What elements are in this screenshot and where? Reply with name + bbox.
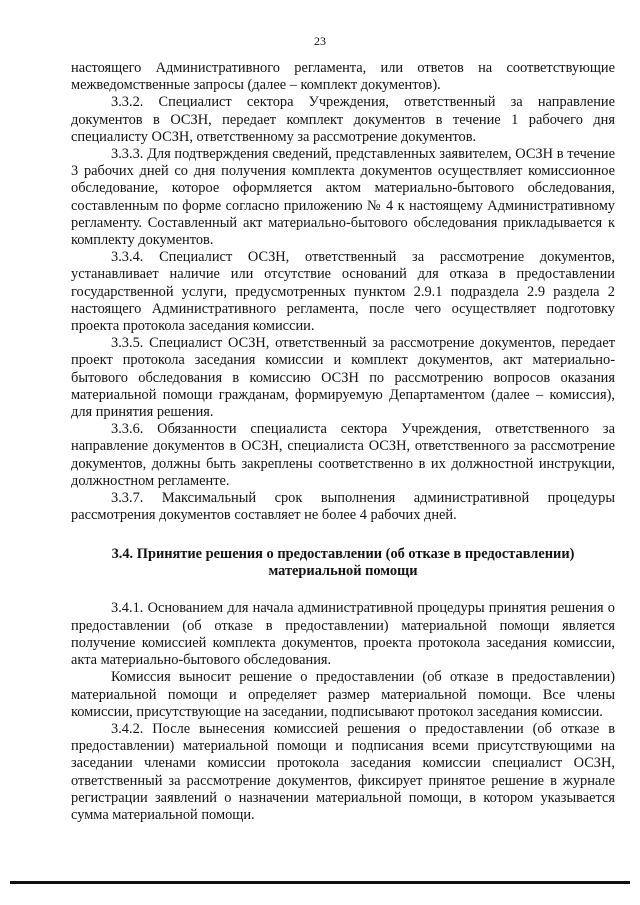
paragraph-3-3-5: 3.3.5. Специалист ОСЗН, ответственный за рассмотрение документов, передает проект протокола заседания комиссии и комплект документов, акт материально-бытового обследования в комиссию ОСЗН по рассмотрению вопросов оказания материальной помощи гражданам, формируемую Департаментом (далее – комиссия), для принятия решения. [71,335,615,421]
page-number: 23 [314,34,326,48]
section-heading-3-4: 3.4. Принятие решения о предоставлении (об отказе в предоставлении) материальной помощи [111,546,575,580]
paragraph-3-3-7: 3.3.7. Максимальный срок выполнения административной процедуры рассмотрения документов составляет не более 4 рабочих дней. [71,490,615,524]
document-body [71,60,615,824]
paragraph-continuation: настоящего Административного регламента, или ответов на соответствующие межведомственные запросы (далее – комплект документов). [71,60,615,94]
paragraph-3-4-1: 3.4.1. Основанием для начала административной процедуры принятия решения о предоставлении (об отказе в предоставлении) материальной помощи является получение комиссией комплекта документов, проекта протокола заседания комиссии, акта материально-бытового обследования. [71,600,615,669]
paragraph-3-3-6: 3.3.6. Обязанности специалиста сектора Учреждения, ответственного за направление документов в ОСЗН, специалиста ОСЗН, ответственного за рассмотрение документов, должны быть закреплены соответственно в их должностной инструкции, должностном регламенте. [71,421,615,489]
bottom-divider [10,881,630,884]
paragraph-commission-decision: Комиссия выносит решение о предоставлении (об отказе в предоставлении) материальной помощи и определяет размер материальной помощи. Все члены комиссии, присутствующие на заседании, подписывают протокол заседания комиссии. [71,669,615,720]
paragraph-3-4-2: 3.4.2. После вынесения комиссией решения о предоставлении (об отказе в предоставлении) материальной помощи и подписания всеми присутствующими на заседании членами комиссии протокола заседания комиссии специалист ОСЗН, ответственный за рассмотрение документов, фиксирует принятое решение в журнале регистрации заявлений о назначении материальной помощи, в котором указывается сумма материальной помощи. [71,720,615,823]
paragraph-3-3-4: 3.3.4. Специалист ОСЗН, ответственный за рассмотрение документов, устанавливает наличие или отсутствие оснований для отказа в предоставлении государственной услуги, предусмотренных пунктом 2.9.1 подраздела 2.9 раздела 2 настоящего Административного регламента, после чего осуществляет подготовку проекта протокола заседания комиссии. [71,249,615,335]
paragraph-3-3-2: 3.3.2. Специалист сектора Учреждения, ответственный за направление документов в ОСЗН, передает комплект документов в течение 1 рабочего дня специалисту ОСЗН, ответственному за рассмотрение документов. [71,94,615,145]
paragraph-3-3-3: 3.3.3. Для подтверждения сведений, представленных заявителем, ОСЗН в течение 3 рабочих дней со дня получения комплекта документов осуществляет комиссионное обследование, которое оформляется актом материально-бытового обследования, составленным по форме согласно приложению № 4 к настоящему Административному регламенту. Составленный акт материально-бытового обследования прикладывается к комплекту документов. [71,146,615,249]
